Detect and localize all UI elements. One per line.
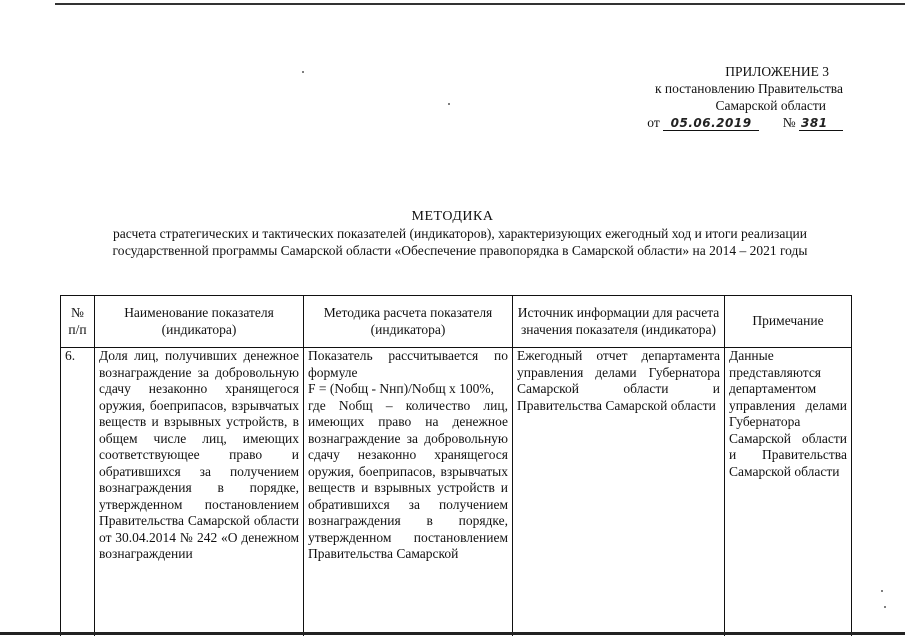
row-number: 6. xyxy=(61,348,95,637)
header-information-source: Источник информации для расчета значения показателя (индикатора) xyxy=(513,296,725,348)
row-calculation-method xyxy=(304,348,513,637)
row-information-source: Ежегодный отчет департамента управления делами Губернатора Самарской области и Правительства Самарской области xyxy=(513,348,725,637)
method-description: где Nобщ – количество лиц, имеющих право на денежное вознаграждение за добровольную сдачу незаконно хранящегося оружия, боеприпасов, взрывчатых веществ и взрывных устройств и обратившихся за получением вознаграждения в порядке, утвержденном постановлением Правительства Самарской xyxy=(308,397,508,561)
appendix-title: ПРИЛОЖЕНИЕ 3 xyxy=(725,64,829,79)
header-note: Примечание xyxy=(725,296,852,348)
scan-speck xyxy=(302,71,304,73)
header-indicator-name: Наименование показателя (индикатора) xyxy=(95,296,304,348)
date-prefix: от xyxy=(647,115,660,130)
subtitle-line-2: государственной программы Самарской области «Обеспечение правопорядка в Самарской области» на 2014 – 2021 годы xyxy=(112,243,808,258)
indicators-table xyxy=(60,295,852,636)
table-row xyxy=(61,348,852,637)
scan-border-top xyxy=(55,3,905,5)
appendix-region-line: Самарской области xyxy=(715,98,826,113)
handwritten-date: 05.06.2019 xyxy=(663,116,759,131)
document-title: МЕТОДИКА xyxy=(411,209,494,224)
appendix-block xyxy=(647,63,843,131)
scan-border-bottom xyxy=(0,632,905,635)
row-indicator-name: Доля лиц, получивших денежное вознаграждение за добровольную сдачу незаконно хранящегося оружия, боеприпасов, взрывчатых веществ и взрывных устройств, в общем числе лиц, имеющих соответствующее право и обратившихся за получением вознаграждения в порядке, утвержденном постановлением Правительства Самарской области от 30.04.2014 № 242 «О денежном вознаграждении xyxy=(95,348,304,637)
appendix-date-line xyxy=(647,114,843,131)
appendix-decree-line: к постановлению Правительства xyxy=(654,81,843,96)
table-header-row xyxy=(61,296,852,348)
method-formula: F = (Nобщ - Nнп)/Nобщ x 100%, xyxy=(308,381,494,396)
header-number: № п/п xyxy=(61,296,95,348)
scan-speck xyxy=(884,606,886,608)
scan-speck xyxy=(448,103,450,105)
scan-speck xyxy=(881,590,883,592)
row-note: Данные представляются департаментом управления делами Губернатора Самарской области и Правительства Самарской области xyxy=(725,348,852,637)
header-calculation-method: Методика расчета показателя (индикатора) xyxy=(304,296,513,348)
subtitle-line-1: расчета стратегических и тактических показателей (индикаторов), характеризующих ежегодный ход и итоги реализации xyxy=(112,226,807,241)
method-intro: Показатель рассчитывается по формуле xyxy=(308,348,508,380)
handwritten-number: 381 xyxy=(799,116,843,131)
number-prefix: № xyxy=(782,115,796,130)
document-subtitle xyxy=(60,225,860,259)
